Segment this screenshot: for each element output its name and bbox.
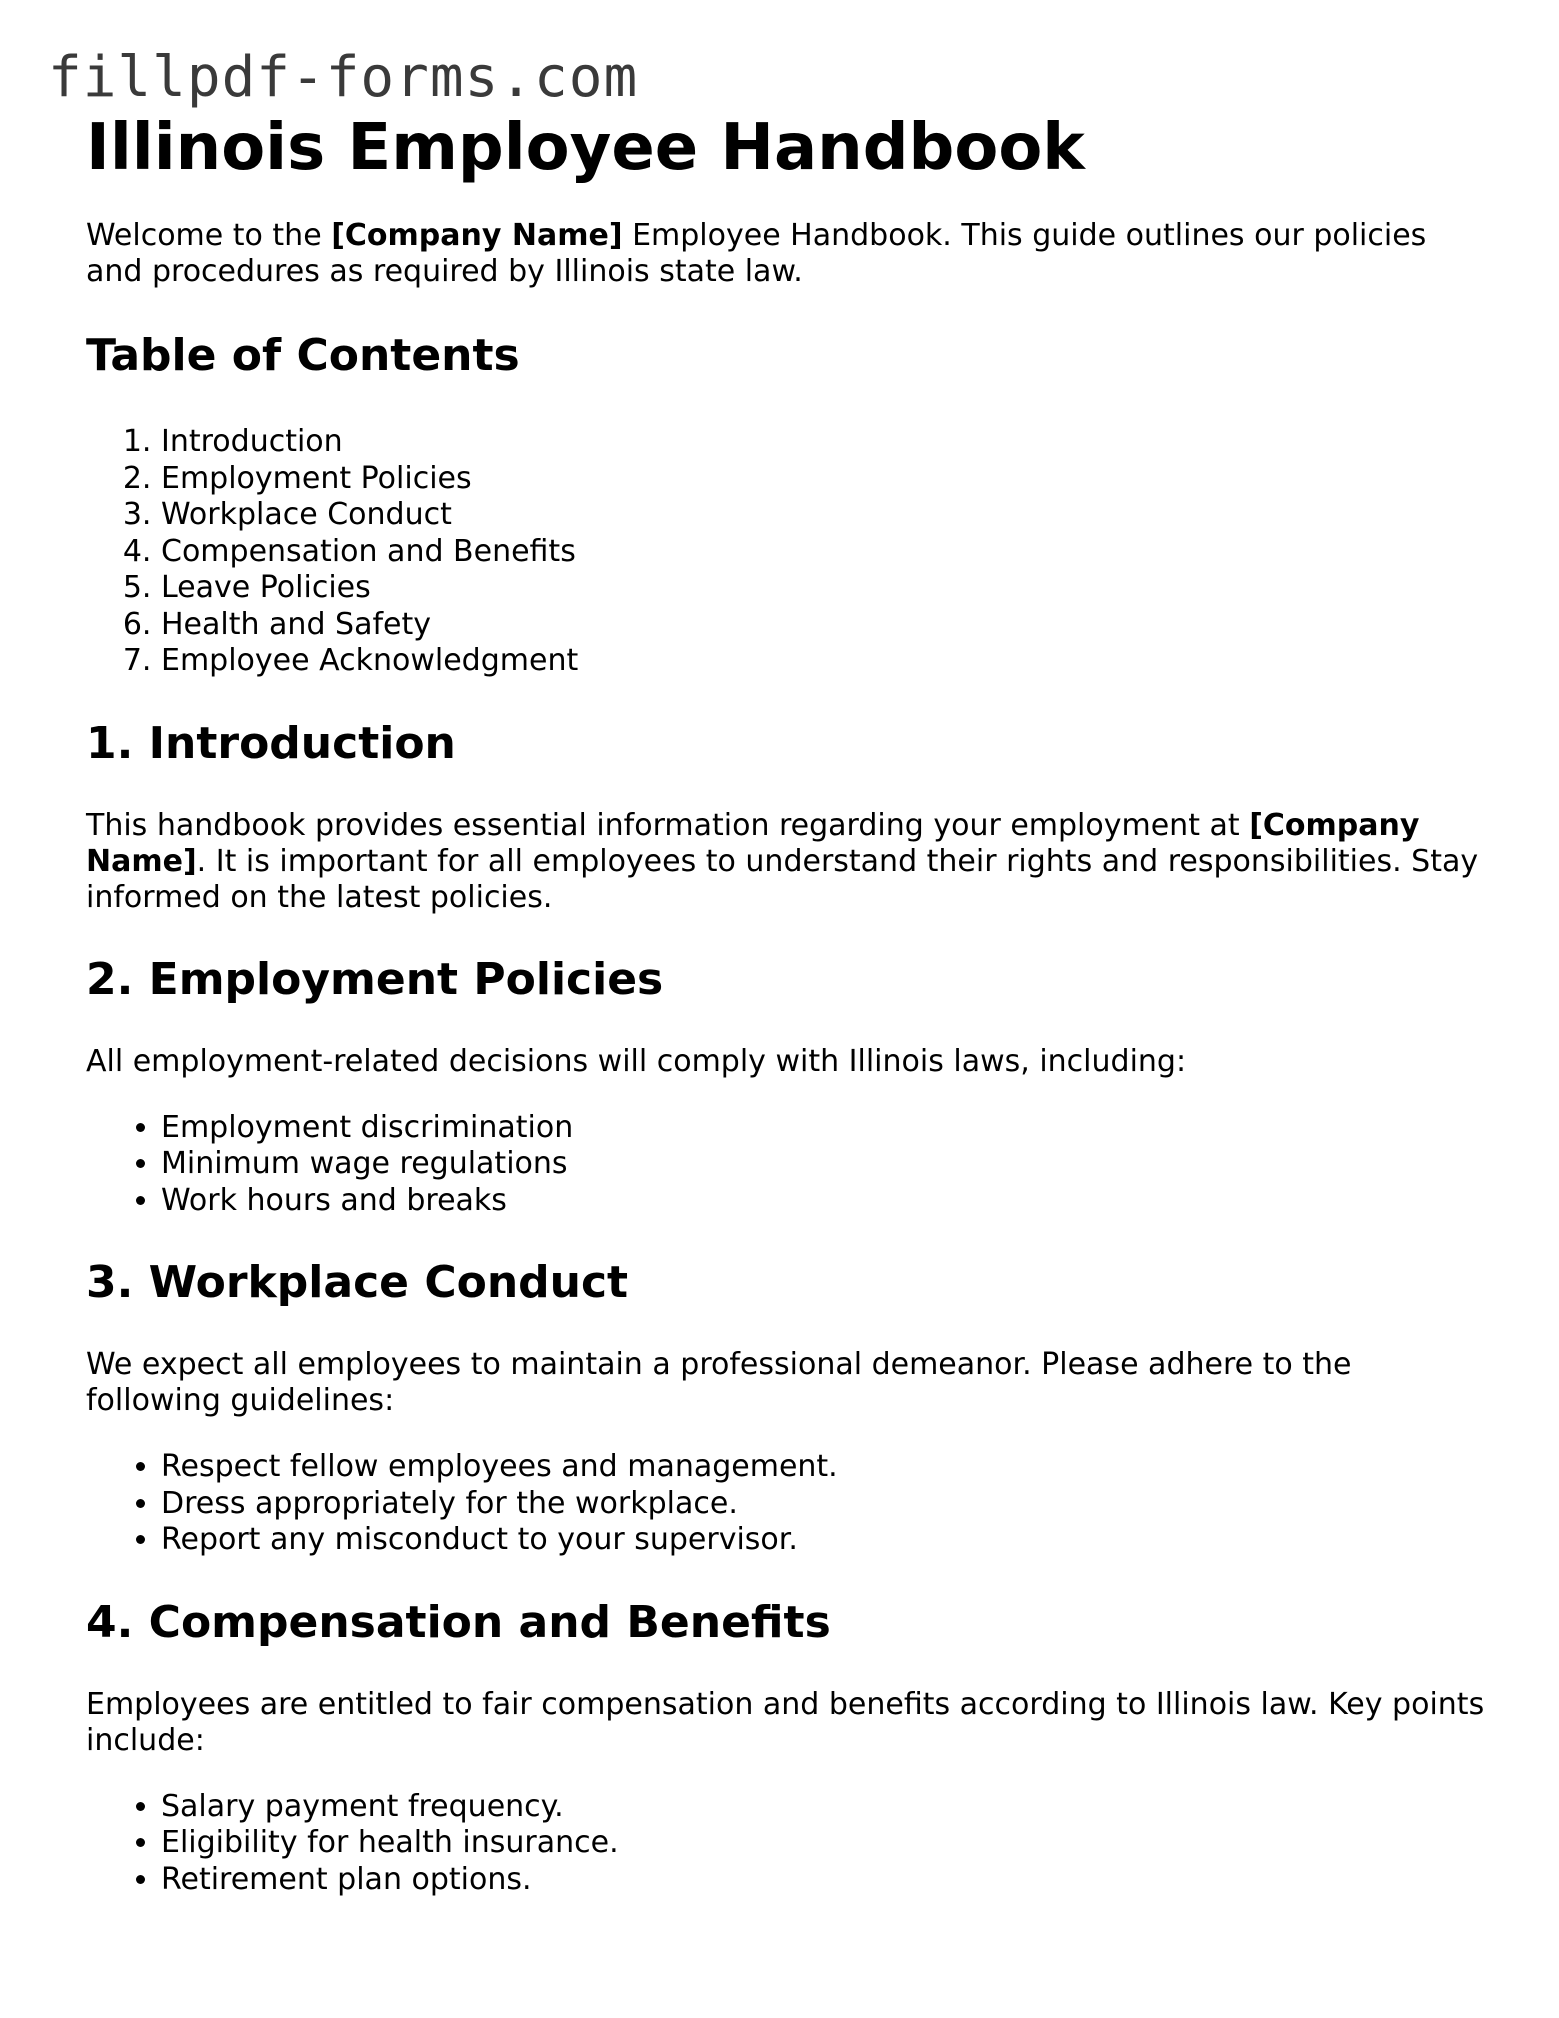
toc-item: 7. Employee Acknowledgment: [161, 643, 1486, 680]
company-name-placeholder: [Company Name]: [86, 807, 1420, 879]
toc-list: [86, 424, 1486, 680]
welcome-text-start: Welcome to the: [86, 218, 332, 253]
toc-item: 2. Employment Policies: [161, 461, 1486, 498]
workplace-conduct-list: [86, 1449, 1486, 1559]
toc-item: 4. Compensation and Benefits: [161, 534, 1486, 571]
introduction-paragraph: [86, 808, 1486, 916]
toc-item: 6. Health and Safety: [161, 607, 1486, 644]
list-item: • Respect fellow employees and management.: [161, 1449, 1486, 1486]
document-page: [86, 108, 1486, 1898]
toc-item: 5. Leave Policies: [161, 570, 1486, 607]
document-title: Illinois Employee Handbook: [86, 111, 1085, 185]
list-item: • Work hours and breaks: [161, 1183, 1486, 1220]
list-item: • Retirement plan options.: [161, 1862, 1486, 1899]
toc-item: 1. Introduction: [161, 424, 1486, 461]
introduction-heading: 1. Introduction: [86, 717, 456, 769]
list-item: • Dress appropriately for the workplace.: [161, 1486, 1486, 1523]
toc-item: 3. Workplace Conduct: [161, 497, 1486, 534]
employment-policies-paragraph: All employment-related decisions will comply with Illinois laws, including:: [86, 1043, 1187, 1079]
introduction-text-start: This handbook provides essential information regarding your employment at: [86, 807, 1250, 843]
introduction-text-end: . It is important for all employees to understand their rights and responsibilities. Stay informed on the latest policies.: [86, 843, 1479, 915]
list-item: • Salary payment frequency.: [161, 1789, 1486, 1826]
compensation-benefits-paragraph: Employees are entitled to fair compensation and benefits according to Illinois law. Key points include:: [86, 1686, 1485, 1758]
workplace-conduct-heading: 3. Workplace Conduct: [86, 1257, 629, 1308]
list-item: • Report any misconduct to your supervisor.: [161, 1522, 1486, 1559]
compensation-benefits-list: [86, 1789, 1486, 1899]
employment-policies-list: [86, 1110, 1486, 1220]
watermark: fillpdf-forms.com: [48, 45, 639, 110]
list-item: • Minimum wage regulations: [161, 1146, 1486, 1183]
toc-heading: Table of Contents: [86, 330, 520, 381]
welcome-text-end: Employee Handbook. This guide outlines our policies and procedures as required by Illinois state law.: [86, 218, 1427, 289]
welcome-paragraph: [86, 218, 1486, 290]
employment-policies-heading: 2. Employment Policies: [86, 953, 664, 1005]
list-item: • Employment discrimination: [161, 1110, 1486, 1147]
company-name-placeholder: [Company Name]: [331, 218, 623, 253]
list-item: • Eligibility for health insurance.: [161, 1825, 1486, 1862]
workplace-conduct-paragraph: We expect all employees to maintain a professional demeanor. Please adhere to the following guidelines:: [86, 1347, 1352, 1418]
compensation-benefits-heading: 4. Compensation and Benefits: [86, 1596, 831, 1648]
